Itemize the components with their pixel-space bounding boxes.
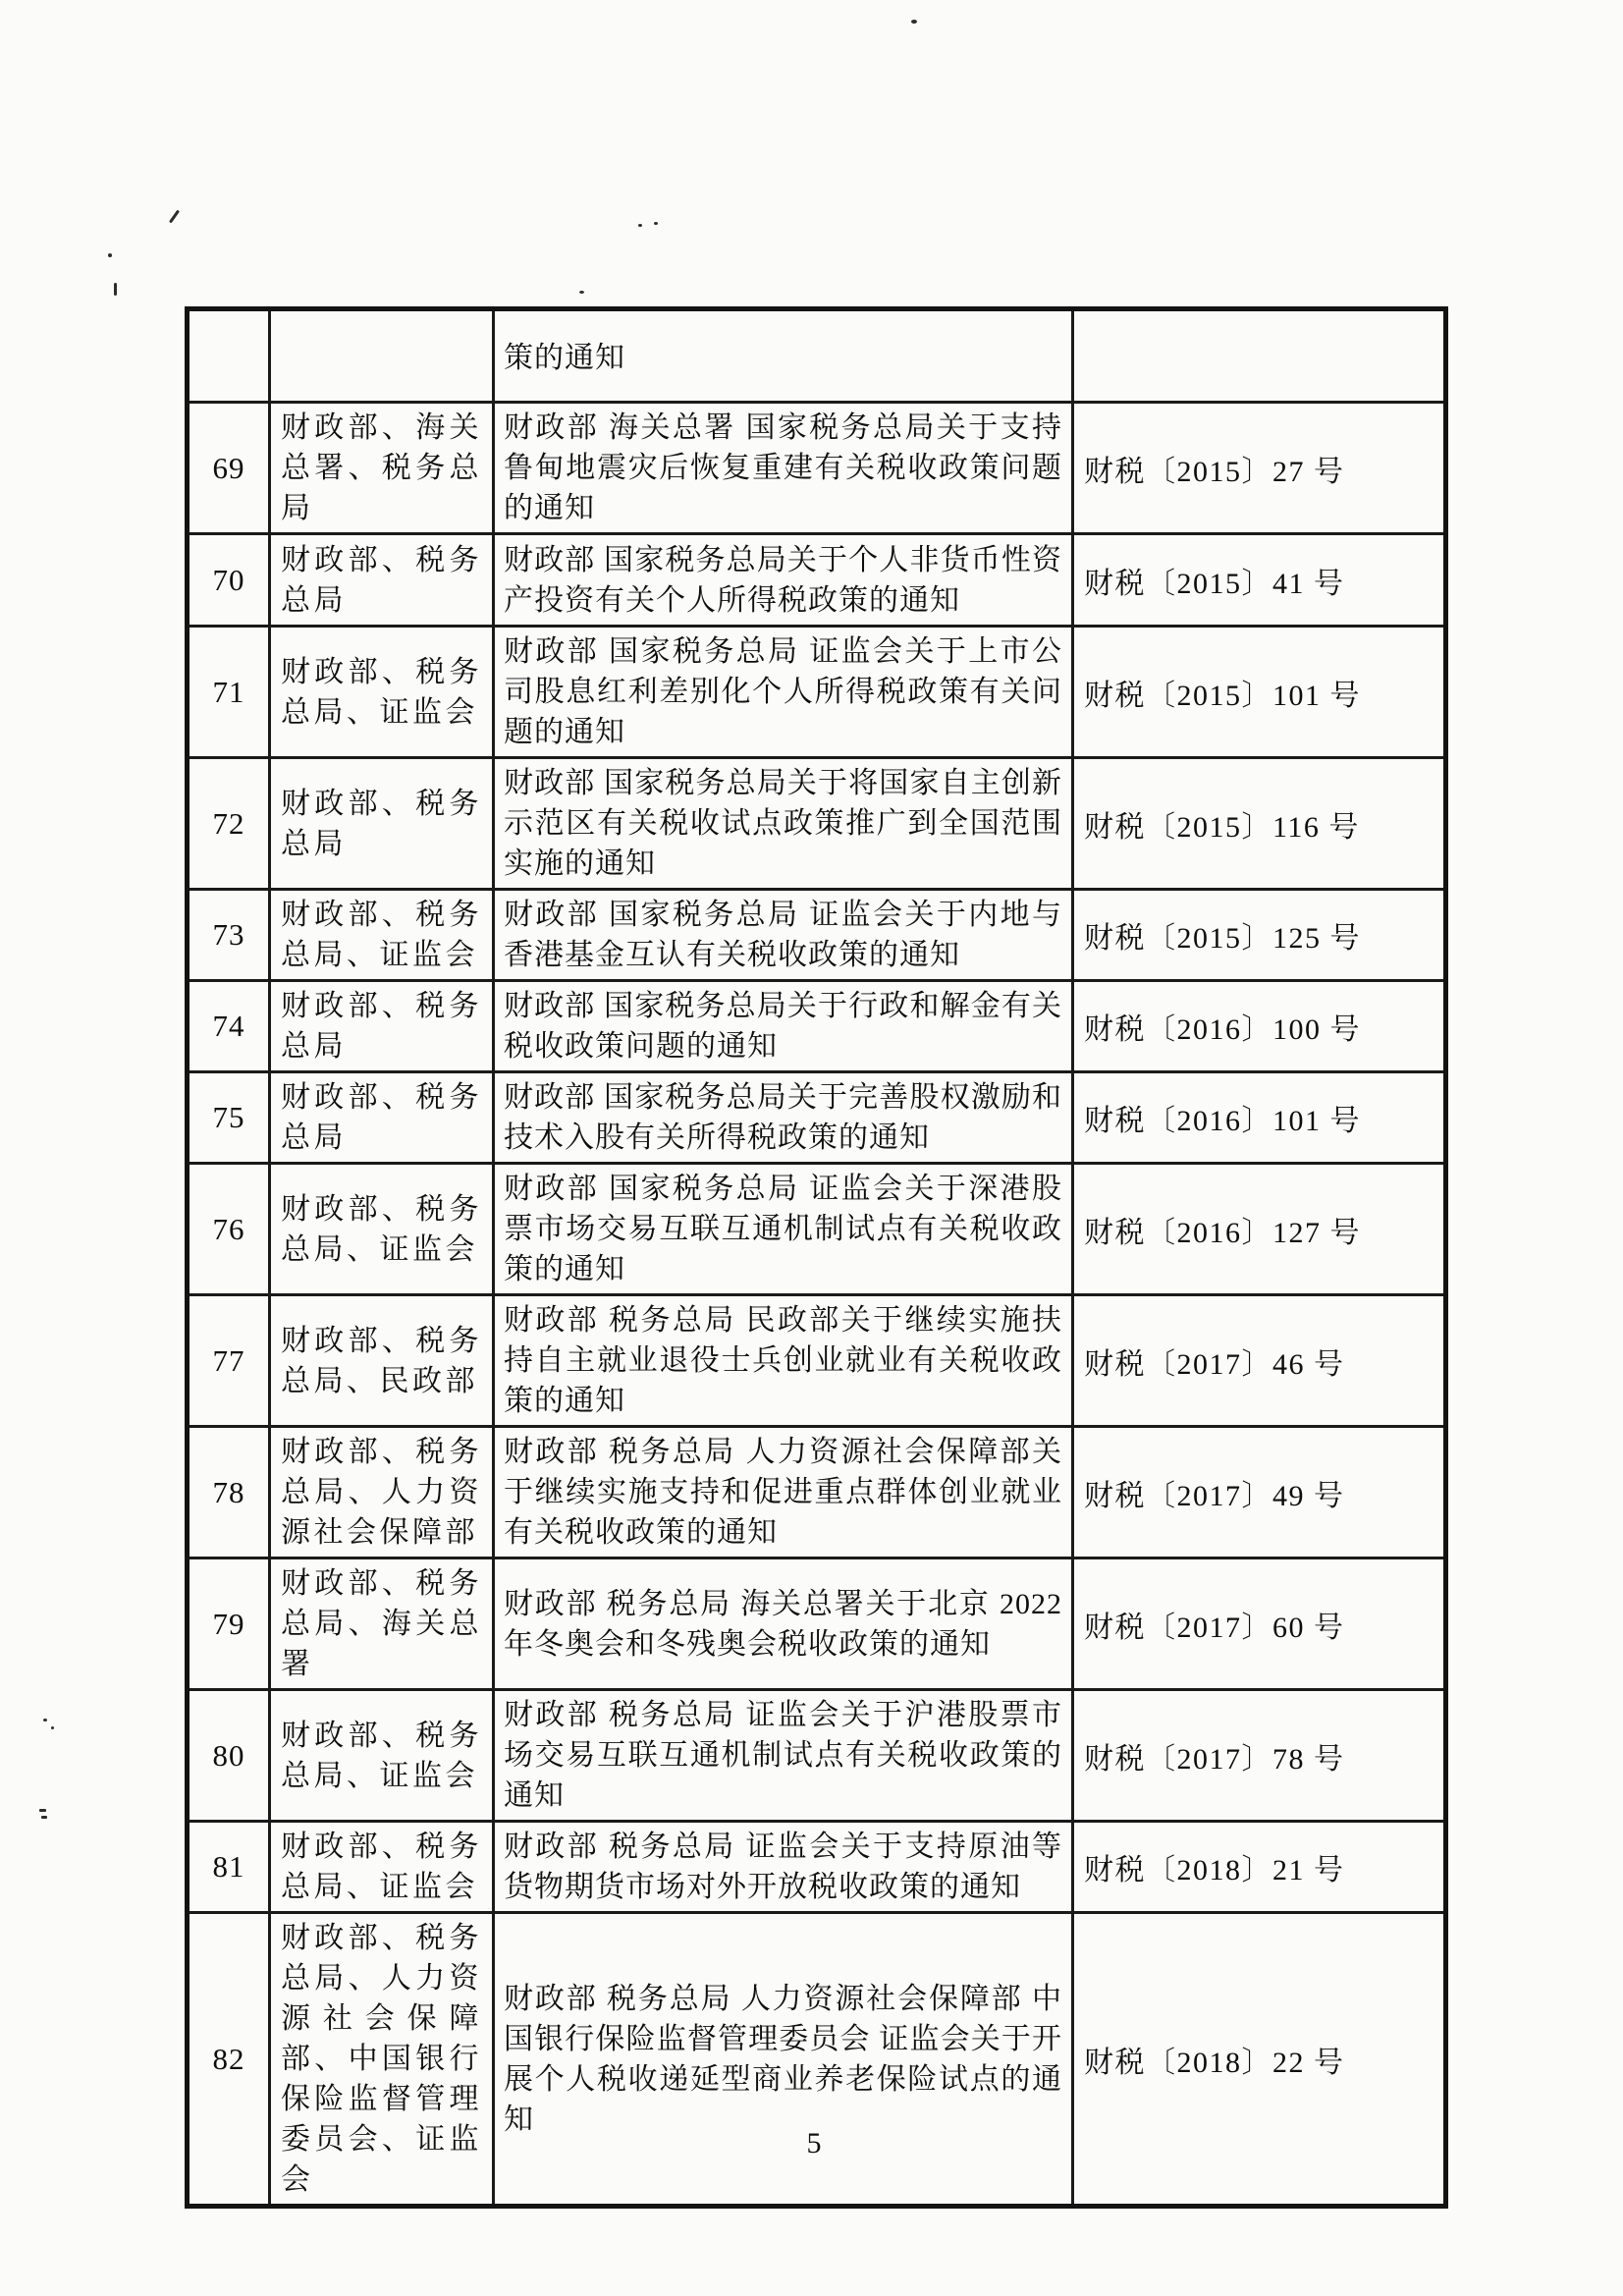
row-title: 财政部 税务总局 人力资源社会保障部关于继续实施支持和促进重点群体创业就业有关税收政策的通知: [494, 1427, 1073, 1558]
row-agencies: 财政部、税务总局、证监会: [270, 1164, 494, 1295]
table-row-continuation: [188, 309, 1446, 403]
row-doc-no: 财税〔2015〕125 号: [1073, 890, 1446, 981]
row-no: 73: [188, 890, 270, 981]
row-no: 74: [188, 981, 270, 1072]
row-title: 财政部 国家税务总局关于完善股权激励和技术入股有关所得税政策的通知: [494, 1072, 1073, 1164]
row-no: 81: [188, 1822, 270, 1913]
page-number: 5: [806, 2127, 822, 2159]
scan-speck: [108, 253, 112, 257]
row-doc-no: 财税〔2015〕27 号: [1073, 403, 1446, 534]
table-row: [188, 534, 1446, 627]
row-agencies: 财政部、税务总局、证监会: [270, 1822, 494, 1913]
row-doc-no: 财税〔2017〕78 号: [1073, 1690, 1446, 1822]
row-agencies: 财政部、税务总局、民政部: [270, 1295, 494, 1427]
table-row: [188, 890, 1446, 981]
row-doc-no: 财税〔2017〕60 号: [1073, 1558, 1446, 1690]
table-row: [188, 1913, 1446, 2207]
row-doc-no: 财税〔2015〕116 号: [1073, 758, 1446, 890]
table-row: [188, 758, 1446, 890]
row-doc-no: 财税〔2016〕100 号: [1073, 981, 1446, 1072]
row-title: 财政部 税务总局 证监会关于支持原油等货物期货市场对外开放税收政策的通知: [494, 1822, 1073, 1913]
table-row: [188, 403, 1446, 534]
row-title: 财政部 税务总局 证监会关于沪港股票市场交易互联互通机制试点有关税收政策的通知: [494, 1690, 1073, 1822]
row-title: 策的通知: [494, 309, 1073, 403]
row-agencies: 财政部、海关总署、税务总局: [270, 403, 494, 534]
row-no: 75: [188, 1072, 270, 1164]
row-doc-no: 财税〔2016〕127 号: [1073, 1164, 1446, 1295]
row-no: 69: [188, 403, 270, 534]
table-row: [188, 1427, 1446, 1558]
row-title: 财政部 国家税务总局 证监会关于深港股票市场交易互联互通机制试点有关税收政策的通知: [494, 1164, 1073, 1295]
scan-speck: [579, 291, 584, 294]
row-doc-no: [1073, 309, 1446, 403]
row-agencies: 财政部、税务总局、证监会: [270, 890, 494, 981]
row-no: 80: [188, 1690, 270, 1822]
scan-speck: [51, 1726, 54, 1729]
row-agencies: 财政部、税务总局: [270, 1072, 494, 1164]
scan-speck: [654, 222, 658, 225]
row-agencies: 财政部、税务总局: [270, 981, 494, 1072]
table-row: [188, 627, 1446, 758]
row-doc-no: 财税〔2018〕21 号: [1073, 1822, 1446, 1913]
row-doc-no: 财税〔2017〕49 号: [1073, 1427, 1446, 1558]
table-row: [188, 981, 1446, 1072]
row-title: 财政部 国家税务总局 证监会关于内地与香港基金互认有关税收政策的通知: [494, 890, 1073, 981]
row-no: 72: [188, 758, 270, 890]
scan-speck: [41, 1816, 47, 1819]
row-no: 76: [188, 1164, 270, 1295]
row-doc-no: 财税〔2018〕22 号: [1073, 1913, 1446, 2207]
row-doc-no: 财税〔2017〕46 号: [1073, 1295, 1446, 1427]
row-title: 财政部 税务总局 人力资源社会保障部 中国银行保险监督管理委员会 证监会关于开展个人税收递延型商业养老保险试点的通知: [494, 1913, 1073, 2207]
table-row: [188, 1072, 1446, 1164]
row-title: 财政部 国家税务总局关于行政和解金有关税收政策问题的通知: [494, 981, 1073, 1072]
row-no: 79: [188, 1558, 270, 1690]
row-agencies: 财政部、税务总局、人力资源社会保障部、中国银行保险监督管理委员会、证监会: [270, 1913, 494, 2207]
row-no: 70: [188, 534, 270, 627]
table-row: [188, 1558, 1446, 1690]
row-no: 78: [188, 1427, 270, 1558]
row-agencies: 财政部、税务总局、海关总署: [270, 1558, 494, 1690]
row-title: 财政部 税务总局 海关总署关于北京 2022 年冬奥会和冬残奥会税收政策的通知: [494, 1558, 1073, 1690]
table-row: [188, 1690, 1446, 1822]
row-doc-no: 财税〔2016〕101 号: [1073, 1072, 1446, 1164]
row-title: 财政部 税务总局 民政部关于继续实施扶持自主就业退役士兵创业就业有关税收政策的通知: [494, 1295, 1073, 1427]
row-agencies: 财政部、税务总局: [270, 534, 494, 627]
row-title: 财政部 国家税务总局关于将国家自主创新示范区有关税收试点政策推广到全国范围实施的通知: [494, 758, 1073, 890]
row-title: 财政部 海关总署 国家税务总局关于支持鲁甸地震灾后恢复重建有关税收政策问题的通知: [494, 403, 1073, 534]
row-agencies: [270, 309, 494, 403]
row-no: 82: [188, 1913, 270, 2207]
row-agencies: 财政部、税务总局、人力资源社会保障部: [270, 1427, 494, 1558]
scan-speck: [43, 1719, 47, 1722]
row-title: 财政部 国家税务总局关于个人非货币性资产投资有关个人所得税政策的通知: [494, 534, 1073, 627]
row-agencies: 财政部、税务总局: [270, 758, 494, 890]
scan-speck: [114, 283, 117, 296]
row-no: 71: [188, 627, 270, 758]
table-row: [188, 1822, 1446, 1913]
scan-speck: [169, 209, 180, 223]
row-doc-no: 财税〔2015〕41 号: [1073, 534, 1446, 627]
policy-table: [185, 306, 1448, 2209]
row-doc-no: 财税〔2015〕101 号: [1073, 627, 1446, 758]
scan-speck: [39, 1809, 46, 1812]
row-title: 财政部 国家税务总局 证监会关于上市公司股息红利差别化个人所得税政策有关问题的通知: [494, 627, 1073, 758]
row-no: [188, 309, 270, 403]
table-row: [188, 1164, 1446, 1295]
row-no: 77: [188, 1295, 270, 1427]
scan-speck: [638, 224, 642, 227]
row-agencies: 财政部、税务总局、证监会: [270, 1690, 494, 1822]
row-agencies: 财政部、税务总局、证监会: [270, 627, 494, 758]
table-row: [188, 1295, 1446, 1427]
scan-speck: [911, 20, 917, 24]
